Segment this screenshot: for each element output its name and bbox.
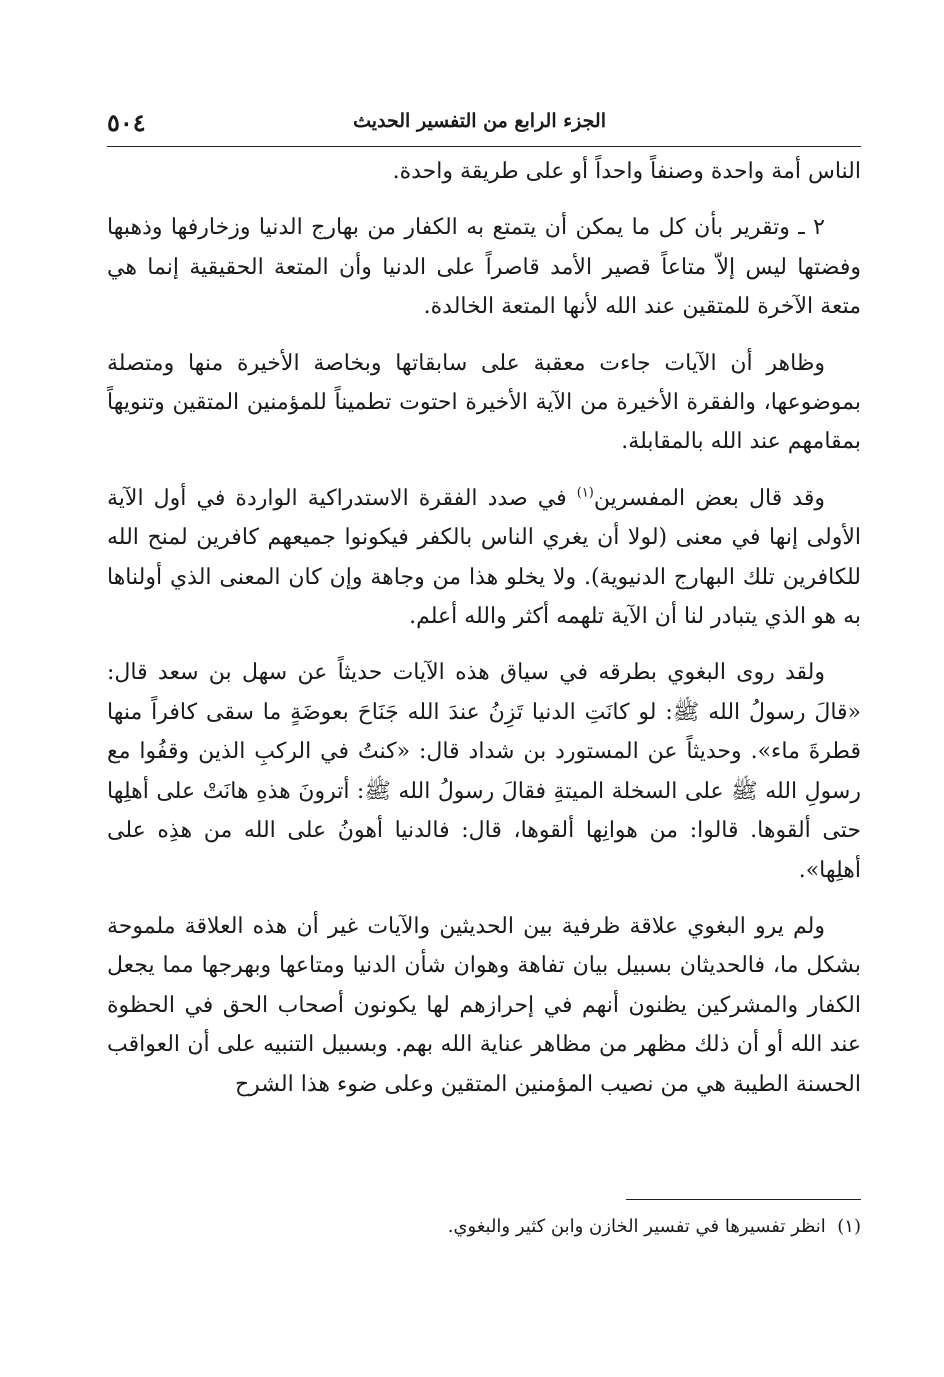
footnote-number: (١) xyxy=(837,1216,861,1237)
paragraph-commentators-rest: في صدد الفقرة الاستدراكية الواردة في أول الآية الأولى إنها في معنى (لولا أن يغري الناس بالكفر فيكونوا جميعهم كافرين لمنح الله للكافرين تلك البهارج الدنيوية). ولا يخلو هذا من وجاهة وإن كان المعنى الذي أولناها به هو الذي يتبادر لنا أن الآية تلهمه أكثر والله أعلم. xyxy=(107,485,861,630)
footnote-text: انظر تفسيرها في تفسير الخازن وابن كثير والبغوي. xyxy=(447,1216,826,1237)
paragraph-context: وظاهر أن الآيات جاءت معقبة على سابقاتها وبخاصة الأخيرة منها ومتصلة بموضوعها، والفقرة الأخيرة من الآية الأخيرة احتوت تطميناً للمؤمنين المتقين وتنويهاً بمقامهم عند الله بالمقابلة. xyxy=(107,350,861,455)
paragraph-relation: ولم يرو البغوي علاقة ظرفية بين الحديثين والآيات غير أن هذه العلاقة ملموحة بشكل ما، فالحديثان بسبيل بيان تفاهة وهوان شأن الدنيا ومتاعها وبهرجها مما يجعل الكفار والمشركين يظنون أنهم في إحرازهم لها يكونون أصحاب الحق في الحظوة عند الله أو أن ذلك مظهر من مظاهر عناية الله بهم. وبسبيل التنبيه على أن العواقب الحسنة الطيبة هي من نصيب المؤمنين المتقين وعلى ضوء هذا الشرح xyxy=(107,913,861,1097)
header-divider xyxy=(107,146,861,147)
running-header xyxy=(107,108,861,142)
page-number: ٥٠٤ xyxy=(107,108,146,137)
paragraph-commentators-start: وقد قال بعض المفسرين xyxy=(593,485,825,511)
paragraph-hadith: ولقد روى البغوي بطرقه في سياق هذه الآيات حديثاً عن سهل بن سعد قال: «قالَ رسولُ الله ﷺ: لو كانَتِ الدنيا تَزِنُ عندَ الله جَنَاحَ بعوضَةٍ ما سقى كافراً منها قطرةَ ماء». وحديثاً عن المستورد بن شداد قال: «كنتُ في الركبِ الذين وقفُوا مع رسولِ الله ﷺ على السخلة الميتةِ فقالَ رسولُ الله ﷺ: أترونَ هذهِ هانَتْ على أهلِها حتى ألقوها. قالوا: من هوانِها ألقوها، قال: فالدنيا أهونُ على الله من هذِه على أهلِها». xyxy=(107,660,861,883)
footnote-divider xyxy=(626,1199,861,1200)
running-title: الجزء الرابع من التفسير الحديث xyxy=(353,110,606,132)
paragraph-commentators xyxy=(107,479,861,637)
footnote-reference: (١) xyxy=(576,485,594,501)
paragraph-continuation: الناس أمة واحدة وصنفاً واحداً أو على طريقة واحدة. xyxy=(392,159,861,184)
footnote xyxy=(107,1212,861,1242)
main-text xyxy=(107,152,861,1121)
paragraph-point-two: ٢ ـ وتقرير بأن كل ما يمكن أن يتمتع به الكفار من بهارج الدنيا وزخارفها وذهبها وفضتها ليس إلاّ متاعاً قصير الأمد قاصراً على الدنيا وأن المتعة الحقيقية إنما هي متعة الآخرة للمتقين عند الله لأنها المتعة الخالدة. xyxy=(107,215,861,320)
